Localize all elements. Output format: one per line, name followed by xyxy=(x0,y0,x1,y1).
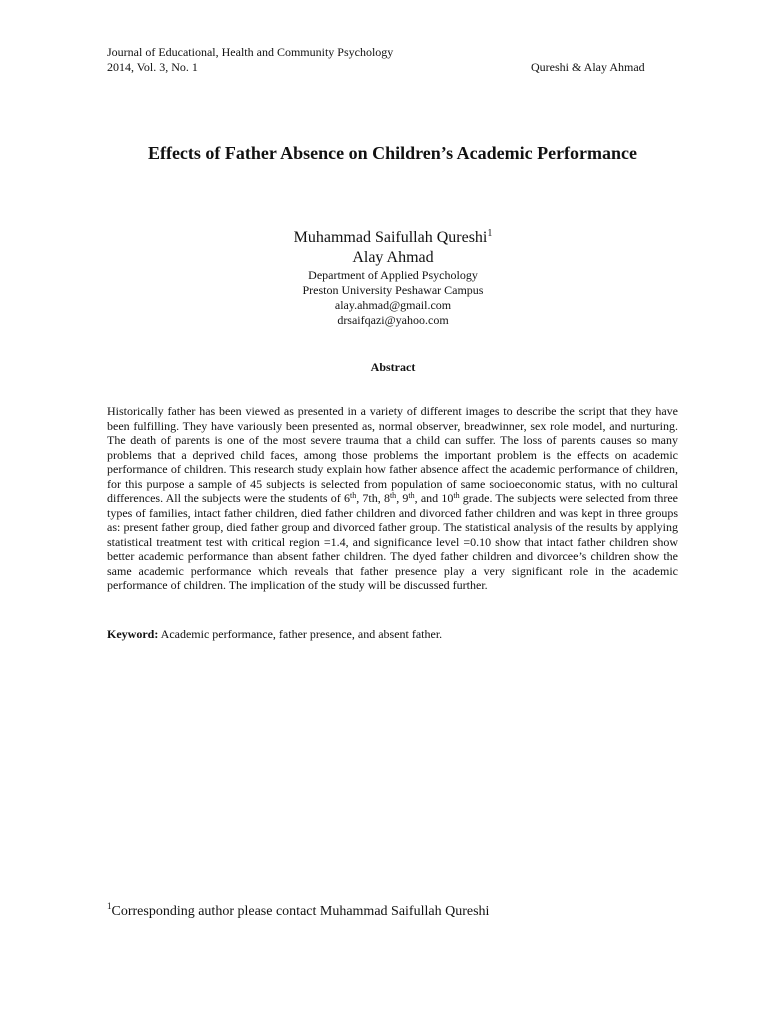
journal-name: Journal of Educational, Health and Community Psychology xyxy=(107,45,394,59)
footnote xyxy=(107,903,489,921)
journal-info xyxy=(107,45,393,75)
abstract-text-part: , 7th, 8 xyxy=(356,491,390,505)
keywords xyxy=(107,627,678,642)
author-block xyxy=(107,228,679,328)
email-2: drsaifqazi@yahoo.com xyxy=(337,313,449,327)
author-name-1 xyxy=(107,228,679,248)
footnote-text: Corresponding author please contact Muhammad Saifullah Qureshi xyxy=(111,904,490,919)
footnote-marker: 1 xyxy=(107,901,112,911)
abstract-text-part: Historically father has been viewed as presented in a variety of different images to describe the script that they have been fulfilling. They have variously been presented as, normal observer, breadwinner, sex role model, and nurturing. The death of parents is one of the most severe trauma that a child can suffer. The loss of parents causes so many problems that a deprived child faces, among those problems the important problem is the effects on academic performance of children. This research study explain how father absence affect the academic performance of children, for this purpose a sample of 45 subjects is selected from population of same socioeconomic status, with no cultural differences. All the subjects were the students of 6 xyxy=(107,404,678,505)
running-head-authors: Qureshi & Alay Ahmad xyxy=(531,60,645,74)
journal-volume: 2014, Vol. 3, No. 1 xyxy=(107,60,198,74)
abstract-text-part: grade. The subjects were selected from three types of families, intact father children, died father children and divorced father children and was kept in three groups as: present father group, died father group and divorced father group. The statistical analysis of the results by applying statistical treatment test with critical region =1.4, and significance level =0.10 show that intact father children show better academic performance than absent father children. The dyed father children and divorcee’s children show the same academic performance which reveals that father presence play a very significant role in the academic performance of children. The implication of the study will be discussed further. xyxy=(107,491,679,592)
abstract-text xyxy=(107,404,678,593)
abstract-heading: Abstract xyxy=(370,360,416,374)
department: Department of Applied Psychology xyxy=(308,268,478,282)
author-name-2 xyxy=(107,248,679,268)
abstract-text-part: , and 10 xyxy=(414,491,454,505)
abstract-text-part: , 9 xyxy=(396,491,409,505)
ordinal-suffix: th xyxy=(349,491,357,500)
institution: Preston University Peshawar Campus xyxy=(302,283,484,297)
author-name-text: Alay Ahmad xyxy=(352,249,434,266)
author-name-text: Muhammad Saifullah Qureshi xyxy=(293,229,488,246)
ordinal-suffix: th xyxy=(408,491,415,500)
keywords-text: Academic performance, father presence, and absent father. xyxy=(158,627,443,641)
ordinal-suffix: th xyxy=(453,491,460,500)
author-footnote-marker: 1 xyxy=(487,228,493,239)
email-1: alay.ahmad@gmail.com xyxy=(334,298,452,312)
ordinal-suffix: th xyxy=(389,491,397,500)
keywords-label: Keyword: xyxy=(107,627,159,641)
paper-title: Effects of Father Absence on Children’s Academic Performance xyxy=(147,143,638,163)
